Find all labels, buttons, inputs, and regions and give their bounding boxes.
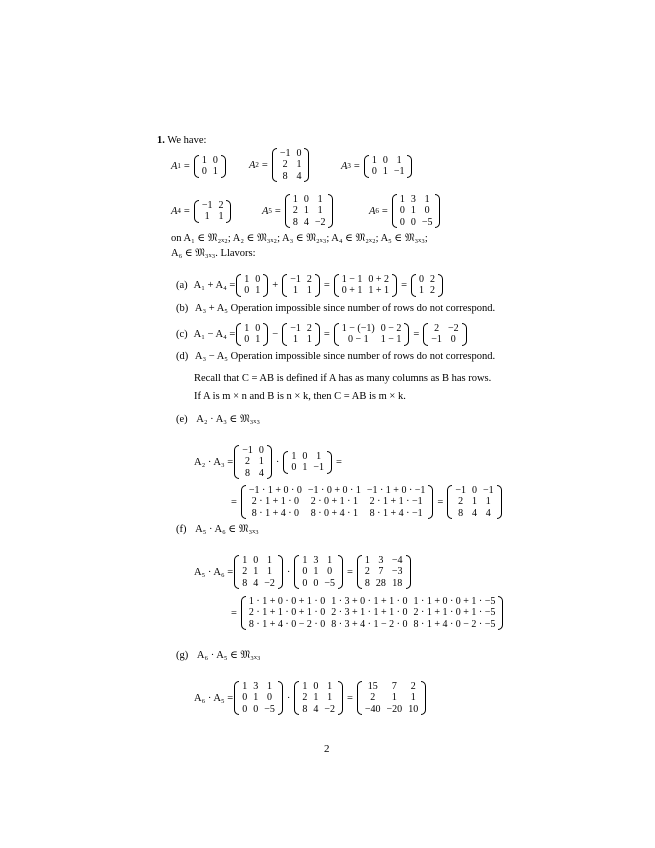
matrix-cell: 2 bbox=[306, 322, 312, 334]
part-f-matrix-A5 bbox=[234, 555, 283, 590]
matrix-cell: 0 bbox=[382, 154, 388, 166]
part-c-result-matrix bbox=[423, 323, 466, 346]
matrix-cell: 2 · 1 + 1 · 0 bbox=[251, 496, 300, 508]
part-g-matrix-A5 bbox=[294, 681, 343, 716]
matrix-cell: 2 · 1 + 1 · −1 bbox=[369, 496, 423, 508]
matrix-cell: 0 + 2 bbox=[368, 273, 390, 285]
matrix-cell: −5 bbox=[324, 577, 335, 589]
matrix-cell: 1 bbox=[201, 154, 207, 166]
matrix-cell: 8 · 1 + 4 · 0 − 2 · −5 bbox=[413, 618, 496, 630]
right-paren bbox=[421, 681, 426, 716]
part-b-label: (b) bbox=[176, 303, 189, 314]
matrix-cell: 2 · 1 + 1 · 0 + 1 · 0 bbox=[248, 607, 326, 619]
part-a-sum-matrix bbox=[334, 274, 397, 297]
matrix-cell: 1 bbox=[317, 193, 323, 205]
matrix-cell: −2 bbox=[447, 322, 459, 334]
membership-line-2: A₆ ∈ 𝔐₃ₓ₃. Llavors: bbox=[171, 248, 256, 259]
page-number: 2 bbox=[324, 743, 330, 755]
right-paren bbox=[338, 681, 343, 716]
part-a-matrix-A4 bbox=[282, 274, 320, 297]
part-e-heading: A₂ · A₃ ∈ 𝔐₃ₓ₃ bbox=[196, 414, 260, 425]
membership-line-1: on A₁ ∈ 𝔐₂ₓ₂; A₂ ∈ 𝔐₃ₓ₂; A₃ ∈ 𝔐₂ₓ₃; A₄ ∈ 𝔐₂ₓ₂; A₅ ∈ 𝔐₃ₓ₃; bbox=[171, 233, 428, 244]
matrix-cell: 0 bbox=[253, 554, 259, 566]
matrix-cell: 2 bbox=[410, 680, 416, 692]
matrix-cell: 4 bbox=[253, 577, 259, 589]
part-c-label: (c) bbox=[176, 328, 188, 340]
matrix-cell: 1 − 1 bbox=[341, 273, 363, 285]
right-paren bbox=[278, 681, 283, 716]
part-e-lhs: A₂ · A₃ = bbox=[194, 456, 234, 468]
matrix-cell: 0 bbox=[424, 205, 430, 217]
matrix-cell: 1 bbox=[218, 211, 224, 222]
matrix-cell: 0 bbox=[244, 334, 250, 345]
right-paren bbox=[435, 194, 440, 229]
def-A1: A 1 = 1 0 0 1 bbox=[171, 147, 227, 185]
matrix-cell: 0 bbox=[258, 444, 264, 456]
part-d bbox=[176, 351, 495, 363]
matrix-cell: 1 · 1 + 0 · 0 + 1 · −5 bbox=[413, 595, 496, 607]
matrix-cell: 0 bbox=[242, 692, 248, 704]
right-paren bbox=[278, 555, 283, 590]
right-paren bbox=[404, 323, 409, 346]
matrix-cell: −1 bbox=[290, 273, 301, 285]
matrix-cell: 1 bbox=[242, 554, 248, 566]
matrix-cell: 1 bbox=[303, 205, 309, 217]
matrix-cell: 8 · 0 + 4 · 1 bbox=[310, 507, 358, 519]
part-f-expanded-matrix bbox=[241, 596, 503, 631]
recall-line-2: If A is m × n and B is n × k, then C = AB is m × k. bbox=[194, 391, 406, 402]
matrix-A2 bbox=[272, 148, 310, 183]
part-a-matrix-A1 bbox=[236, 274, 268, 297]
recall-line-1: Recall that C = AB is defined if A has as many columns as B has rows. bbox=[194, 373, 492, 384]
right-paren bbox=[315, 274, 320, 297]
part-c-lhs: A₁ − A₄ = bbox=[193, 328, 236, 340]
matrix-cell: 0 bbox=[201, 166, 207, 177]
matrix-cell: 8 · 1 + 4 · 0 − 2 · 0 bbox=[248, 618, 326, 630]
right-paren bbox=[327, 451, 332, 474]
part-e-label: (e) bbox=[176, 414, 188, 425]
matrix-cell: 10 bbox=[408, 703, 419, 715]
matrix-cell: 8 · 1 + 4 · −1 bbox=[369, 507, 423, 519]
matrix-cell: 1 bbox=[317, 205, 323, 217]
part-g-heading: A₆ · A₅ ∈ 𝔐₃ₓ₃ bbox=[196, 650, 261, 661]
matrix-cell: 1 bbox=[291, 450, 297, 462]
matrix-cell: 2 · 3 + 1 · 1 + 1 · 0 bbox=[331, 607, 408, 619]
right-paren bbox=[428, 485, 433, 520]
matrix-cell: 1 bbox=[244, 273, 250, 285]
matrix-A1 bbox=[194, 155, 226, 178]
matrix-cell: 1 bbox=[258, 456, 264, 468]
right-paren bbox=[497, 485, 502, 520]
part-d-label: (d) bbox=[176, 351, 189, 362]
matrix-cell: 0 bbox=[296, 147, 302, 159]
matrix-cell: 0 bbox=[327, 566, 333, 578]
matrix-cell: 1 · 1 + 0 · 0 + 1 · 0 bbox=[248, 595, 326, 607]
matrix-cell: 2 bbox=[302, 692, 308, 704]
part-f-label: (f) bbox=[176, 524, 187, 535]
matrix-cell: 1 bbox=[327, 692, 333, 704]
matrix-cell: 8 bbox=[245, 467, 251, 479]
matrix-cell: 1 bbox=[313, 566, 319, 578]
part-g-result-matrix bbox=[357, 681, 426, 716]
part-c-diff-matrix bbox=[334, 323, 410, 346]
def-A3: A 3 = 1 0 1 0 1 −1 bbox=[341, 147, 413, 185]
matrix-cell: 28 bbox=[375, 577, 386, 589]
matrix-cell: 7 bbox=[378, 566, 384, 578]
matrix-cell: 1 bbox=[244, 322, 250, 334]
matrix-cell: 1 bbox=[327, 554, 333, 566]
matrix-cell: 4 bbox=[303, 216, 309, 228]
matrix-A6 bbox=[392, 194, 441, 229]
part-g-matrix-A6 bbox=[234, 681, 283, 716]
matrix-cell: 1 bbox=[296, 159, 302, 171]
part-f-lhs: A₅ · A₆ = bbox=[194, 566, 234, 578]
matrix-cell: 1 bbox=[313, 692, 319, 704]
matrix-cell: −1 bbox=[482, 484, 494, 496]
matrix-cell: −4 bbox=[391, 554, 403, 566]
matrix-cell: −1 bbox=[431, 334, 442, 345]
matrix-cell: 2 bbox=[370, 692, 376, 704]
matrix-cell: 1 bbox=[410, 692, 416, 704]
part-f-expanded: = 1 · 1 + 0 · 0 + 1 · 0 1 · 3 + 0 · 1 + 1 · 0 1 · 1 + 0 · 0 + 1 · −5 2 · 1 + 1 · 0 + 1 · 0 2 · 3 + 1 · 1 + 1 · 0 2 · 1 + 1 · 0 + 1 · −5 8 · 1 + 4 · 0 − 2 · 0 8 · 3 + 4 · 1 − 2 · 0 8 · 1 + 4 · 0 − 2 · −5 bbox=[228, 591, 504, 635]
matrix-cell: 2 bbox=[364, 566, 370, 578]
matrix-cell: 0 + 1 bbox=[341, 285, 363, 296]
matrix-cell: 1 · 3 + 0 · 1 + 1 · 0 bbox=[331, 595, 408, 607]
matrix-cell: 1 bbox=[302, 680, 308, 692]
part-f-product: A₅ · A₆ = 1 0 1 2 1 1 8 4 −2 · 1 3 1 0 1 0 0 0 −5 = 1 3 −4 2 7 −3 8 28 18 bbox=[194, 550, 412, 594]
matrix-cell: 8 bbox=[292, 216, 298, 228]
matrix-cell: 1 bbox=[316, 450, 322, 462]
part-a: (a) A₁ + A₄ = 1 0 0 1 + −1 2 1 1 = 1 − 1 0 + 2 0 + 1 1 + 1 = 0 2 1 2 bbox=[176, 267, 444, 303]
matrix-cell: 1 bbox=[253, 692, 259, 704]
matrix-cell: 0 bbox=[302, 450, 308, 462]
part-e-matrix-A3 bbox=[283, 451, 332, 474]
matrix-cell: 2 bbox=[282, 159, 288, 171]
matrix-cell: 0 bbox=[303, 193, 309, 205]
matrix-cell: 0 bbox=[302, 577, 308, 589]
matrix-cell: 1 bbox=[293, 334, 299, 345]
matrix-cell: 3 bbox=[253, 680, 259, 692]
right-paren bbox=[267, 445, 272, 480]
matrix-cell: 1 bbox=[424, 193, 430, 205]
matrix-cell: 8 bbox=[458, 507, 464, 519]
right-paren bbox=[438, 274, 443, 297]
part-a-result-matrix bbox=[411, 274, 443, 297]
matrix-cell: 18 bbox=[392, 577, 403, 589]
problem-number: 1. bbox=[157, 135, 165, 146]
matrix-cell: 1 bbox=[212, 166, 218, 177]
part-c-matrix-A1 bbox=[236, 323, 268, 346]
matrix-cell: −1 bbox=[393, 166, 405, 177]
right-paren bbox=[304, 148, 309, 183]
matrix-cell: 0 bbox=[371, 166, 377, 177]
matrix-cell: −20 bbox=[386, 703, 403, 715]
problem-intro: We have: bbox=[167, 135, 207, 146]
def-A4: A 4 = −1 2 1 1 bbox=[171, 192, 232, 230]
matrix-cell: 0 bbox=[313, 680, 319, 692]
matrix-cell: 1 bbox=[267, 680, 273, 692]
matrix-cell: 8 bbox=[242, 577, 248, 589]
matrix-cell: 0 bbox=[267, 692, 273, 704]
part-e-product: A₂ · A₃ = −1 0 2 1 8 4 · 1 0 1 0 1 −1 = bbox=[194, 444, 342, 479]
matrix-cell: 2 bbox=[245, 456, 251, 468]
part-e-result-matrix bbox=[447, 485, 501, 520]
matrix-cell: 1 bbox=[471, 496, 477, 508]
matrix-cell: 4 bbox=[471, 507, 477, 519]
right-paren bbox=[221, 155, 226, 178]
part-c-matrix-A4 bbox=[282, 323, 320, 346]
matrix-cell: −1 bbox=[279, 147, 291, 159]
right-paren bbox=[392, 274, 397, 297]
part-b bbox=[176, 303, 495, 315]
matrix-cell: 0 − 1 bbox=[347, 334, 369, 345]
matrix-cell: −2 bbox=[324, 703, 335, 715]
def-A2: A 2 = −1 0 2 1 8 4 bbox=[249, 143, 310, 187]
matrix-cell: −1 · 1 + 0 · −1 bbox=[366, 484, 426, 496]
right-paren bbox=[263, 323, 268, 346]
part-f-result-matrix bbox=[357, 555, 411, 590]
part-b-text: A₃ + A₅ Operation impossible since number of rows do not correspond. bbox=[194, 303, 496, 314]
matrix-cell: 1 bbox=[302, 462, 308, 473]
matrix-cell: 4 bbox=[258, 467, 264, 479]
matrix-cell: 0 bbox=[244, 285, 250, 296]
right-paren bbox=[315, 323, 320, 346]
part-f-matrix-A6 bbox=[294, 555, 343, 590]
matrix-cell: 1 bbox=[267, 554, 273, 566]
matrix-cell: −2 bbox=[314, 216, 326, 228]
matrix-cell: 0 bbox=[418, 273, 424, 285]
matrix-A4 bbox=[194, 200, 232, 223]
matrix-cell: 1 bbox=[255, 334, 261, 345]
matrix-cell: 1 bbox=[242, 680, 248, 692]
matrix-cell: 1 bbox=[396, 154, 402, 166]
matrix-cell: 0 − 2 bbox=[380, 322, 402, 334]
right-paren bbox=[263, 274, 268, 297]
matrix-cell: 0 bbox=[302, 566, 308, 578]
matrix-cell: 2 bbox=[458, 496, 464, 508]
matrix-cell: 1 bbox=[292, 193, 298, 205]
matrix-cell: −3 bbox=[391, 566, 403, 578]
matrix-cell: 0 bbox=[313, 577, 319, 589]
matrix-cell: −40 bbox=[364, 703, 381, 715]
matrix-cell: 1 bbox=[364, 554, 370, 566]
matrix-cell: 1 + 1 bbox=[368, 285, 390, 296]
matrix-cell: 2 bbox=[306, 273, 312, 285]
part-a-label: (a) bbox=[176, 279, 188, 291]
matrix-cell: −2 bbox=[264, 577, 275, 589]
right-paren bbox=[407, 155, 412, 178]
matrix-cell: 1 bbox=[255, 285, 261, 296]
matrix-cell: 4 bbox=[313, 703, 319, 715]
matrix-cell: −1 bbox=[455, 484, 466, 496]
part-g-label: (g) bbox=[176, 650, 189, 661]
part-g-product: A₆ · A₅ = 1 3 1 0 1 0 0 0 −5 · 1 0 1 2 1 1 8 4 −2 = 15 7 2 2 1 1 −40 −20 10 bbox=[194, 676, 427, 720]
def-A6: A 6 = 1 3 1 0 1 0 0 0 −5 bbox=[369, 189, 441, 233]
matrix-cell: 0 bbox=[399, 205, 405, 217]
matrix-cell: 2 bbox=[218, 199, 224, 211]
matrix-cell: 0 bbox=[471, 484, 477, 496]
right-paren bbox=[338, 555, 343, 590]
matrix-cell: 3 bbox=[378, 554, 384, 566]
right-paren bbox=[498, 596, 503, 631]
matrix-cell: −1 bbox=[201, 199, 213, 211]
matrix-cell: 1 bbox=[253, 566, 259, 578]
part-g bbox=[176, 650, 261, 662]
matrix-cell: 1 bbox=[399, 193, 405, 205]
part-d-text: A₃ − A₅ Operation impossible since number of rows do not correspond. bbox=[194, 351, 496, 362]
part-e-matrix-A2 bbox=[234, 445, 272, 480]
matrix-cell: 1 bbox=[204, 211, 210, 222]
matrix-cell: 0 bbox=[242, 703, 248, 715]
matrix-cell: 2 bbox=[429, 285, 435, 296]
matrix-cell: 1 − (−1) bbox=[341, 322, 375, 334]
matrix-cell: 1 bbox=[293, 285, 299, 296]
matrix-cell: 1 bbox=[327, 680, 333, 692]
part-g-lhs: A₆ · A₅ = bbox=[194, 692, 234, 704]
matrix-cell: 1 − 1 bbox=[380, 334, 402, 345]
part-f-heading: A₅ · A₆ ∈ 𝔐₃ₓ₃ bbox=[195, 524, 259, 535]
part-a-lhs: A₁ + A₄ = bbox=[193, 279, 236, 291]
matrix-cell: 3 bbox=[313, 554, 319, 566]
matrix-cell: 8 · 1 + 4 · 0 bbox=[251, 507, 300, 519]
matrix-cell: 8 bbox=[302, 703, 308, 715]
matrix-cell: 4 bbox=[485, 507, 491, 519]
matrix-A3 bbox=[364, 155, 413, 178]
right-paren bbox=[406, 555, 411, 590]
matrix-cell: −1 bbox=[242, 444, 253, 456]
matrix-cell: 1 bbox=[410, 205, 416, 217]
matrix-cell: 1 bbox=[302, 554, 308, 566]
matrix-cell: 2 bbox=[292, 205, 298, 217]
matrix-A5 bbox=[285, 194, 334, 229]
matrix-cell: 2 · 1 + 1 · 0 + 1 · −5 bbox=[413, 607, 496, 619]
matrix-cell: 1 bbox=[306, 285, 312, 296]
matrix-cell: 3 bbox=[410, 193, 416, 205]
part-e-expanded-matrix bbox=[241, 485, 434, 520]
matrix-cell: 1 bbox=[371, 154, 377, 166]
part-e bbox=[176, 414, 260, 426]
matrix-cell: 2 bbox=[242, 566, 248, 578]
matrix-cell: −5 bbox=[264, 703, 275, 715]
matrix-cell: 2 · 0 + 1 · 1 bbox=[310, 496, 358, 508]
matrix-cell: 4 bbox=[296, 170, 302, 182]
matrix-cell: 0 bbox=[291, 462, 297, 473]
part-f bbox=[176, 524, 259, 536]
right-paren bbox=[226, 200, 231, 223]
def-A5: A 5 = 1 0 1 2 1 1 8 4 −2 bbox=[262, 189, 334, 233]
matrix-cell: −1 · 1 + 0 · 0 bbox=[248, 484, 302, 496]
matrix-cell: 1 bbox=[267, 566, 273, 578]
matrix-cell: 1 bbox=[391, 692, 397, 704]
matrix-cell: 7 bbox=[391, 680, 397, 692]
matrix-cell: −5 bbox=[421, 216, 433, 228]
matrix-cell: −1 · 0 + 0 · 1 bbox=[307, 484, 361, 496]
matrix-cell: 8 bbox=[282, 170, 288, 182]
matrix-cell: 0 bbox=[253, 703, 259, 715]
matrix-cell: −1 bbox=[290, 322, 301, 334]
right-paren bbox=[328, 194, 333, 229]
matrix-cell: 1 bbox=[306, 334, 312, 345]
matrix-cell: 1 bbox=[382, 166, 388, 177]
matrix-cell: 1 bbox=[418, 285, 424, 296]
matrix-cell: 0 bbox=[399, 216, 405, 228]
matrix-cell: 1 bbox=[485, 496, 491, 508]
right-paren bbox=[462, 323, 467, 346]
matrix-cell: 0 bbox=[255, 322, 261, 334]
part-c: (c) A₁ − A₄ = 1 0 0 1 − −1 2 1 1 = 1 − (−1) 0 − 2 0 − 1 1 − 1 = 2 −2 −1 0 bbox=[176, 316, 468, 352]
part-e-expanded: = −1 · 1 + 0 · 0 −1 · 0 + 0 · 1 −1 · 1 + 0 · −1 2 · 1 + 1 · 0 2 · 0 + 1 · 1 2 · 1 + 1 · −1 8 · 1 + 4 · 0 8 · 0 + 4 · 1 8 · 1 + 4 · −1 = −1 0 −1 2 1 1 8 4 4 bbox=[228, 480, 503, 524]
matrix-cell: 15 bbox=[367, 680, 378, 692]
matrix-cell: 0 bbox=[410, 216, 416, 228]
matrix-cell: 2 bbox=[434, 322, 440, 334]
problem-header bbox=[157, 135, 206, 147]
matrix-cell: 2 bbox=[429, 273, 435, 285]
matrix-cell: 0 bbox=[255, 273, 261, 285]
matrix-cell: 0 bbox=[212, 154, 218, 166]
matrix-cell: 8 · 3 + 4 · 1 − 2 · 0 bbox=[331, 618, 408, 630]
matrix-cell: 0 bbox=[450, 334, 456, 345]
matrix-cell: −1 bbox=[313, 462, 324, 473]
matrix-cell: 8 bbox=[364, 577, 370, 589]
